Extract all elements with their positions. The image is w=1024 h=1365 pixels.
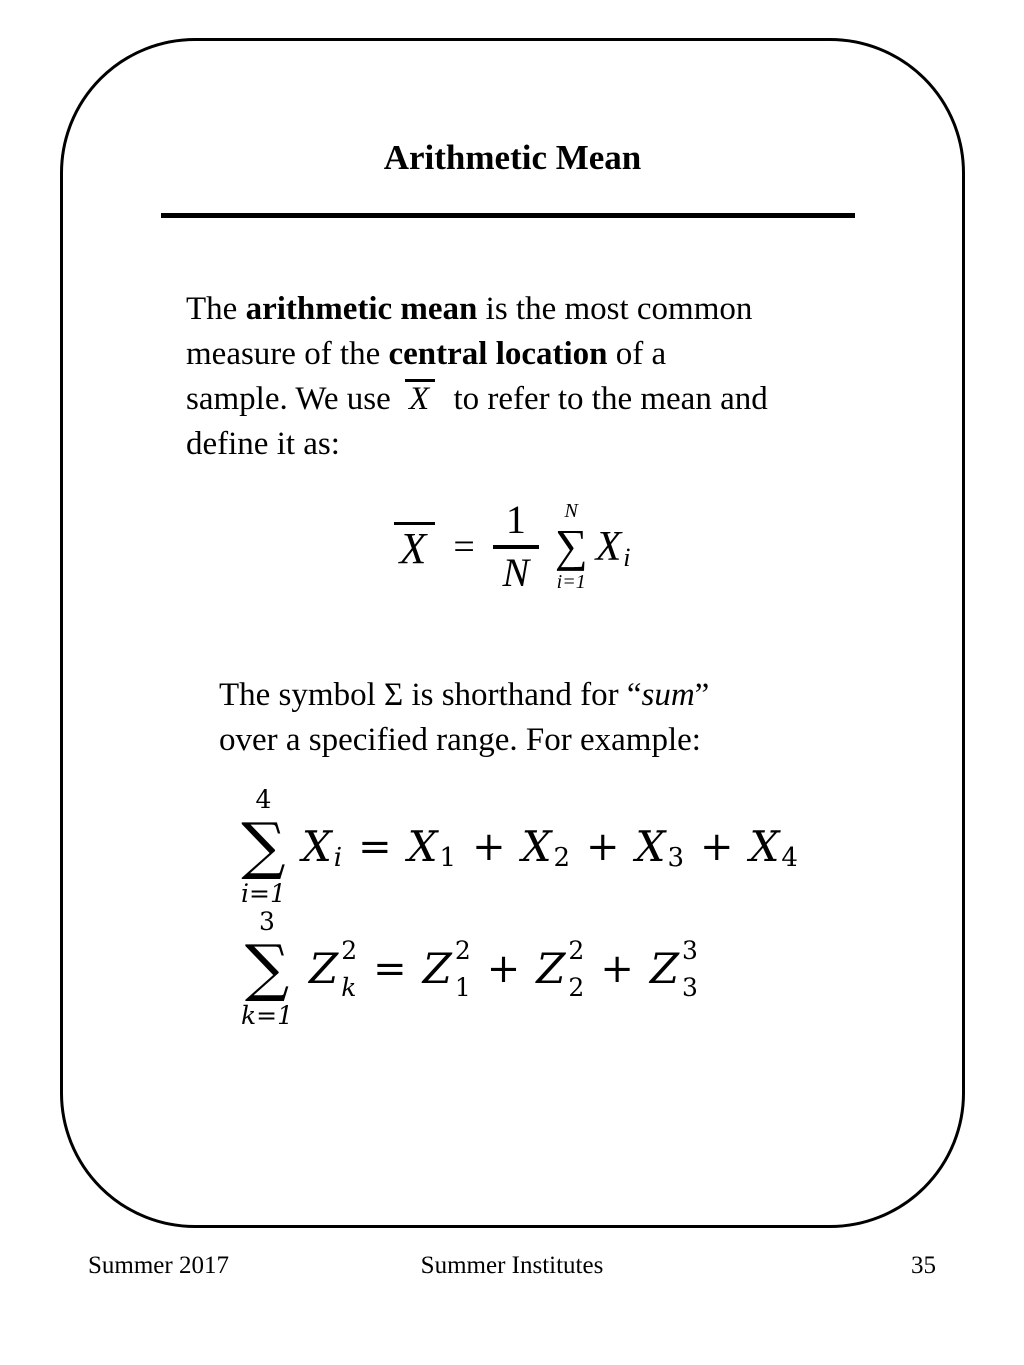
term-base: Z bbox=[422, 943, 452, 993]
fraction-numerator: 1 bbox=[493, 499, 539, 549]
sum-lower-limit: i=1 bbox=[556, 571, 586, 593]
slide-footer bbox=[0, 1252, 1024, 1280]
term-subscript: k bbox=[341, 972, 357, 1002]
term-base: Z bbox=[536, 943, 566, 993]
intro-text: of a bbox=[607, 336, 667, 372]
intro-text: sample. We use bbox=[186, 381, 400, 417]
equals-sign: = bbox=[453, 525, 475, 568]
term-subscript: 1 bbox=[439, 842, 457, 873]
paragraph-line bbox=[219, 673, 859, 718]
sigma-icon: ∑ bbox=[244, 931, 290, 1004]
equals-sign: = bbox=[358, 823, 392, 870]
term-scripts bbox=[568, 935, 585, 1002]
slide-border bbox=[60, 38, 965, 1228]
term-base: X bbox=[635, 821, 666, 871]
plus-sign: + bbox=[486, 945, 521, 992]
term-base: X bbox=[595, 523, 622, 570]
x-bar-symbol: X bbox=[405, 379, 435, 417]
paragraph-line bbox=[186, 377, 886, 422]
plus-sign: + bbox=[700, 823, 734, 870]
term-x-sub-2 bbox=[521, 821, 571, 873]
intro-text: to refer to the mean and bbox=[445, 381, 768, 417]
plus-sign: + bbox=[472, 823, 506, 870]
term-x-sub-1 bbox=[407, 821, 457, 873]
term-superscript: 2 bbox=[341, 935, 358, 965]
bold-central-location: central location bbox=[388, 336, 608, 372]
fraction-denominator: N bbox=[502, 550, 530, 595]
plus-sign: + bbox=[600, 945, 634, 992]
intro-text: measure of the bbox=[186, 336, 389, 372]
summation-operator bbox=[555, 501, 588, 592]
term-base: X bbox=[749, 821, 780, 871]
term-z-sub-k-squared bbox=[309, 935, 358, 1002]
paragraph-line bbox=[186, 287, 886, 332]
term-z-sub-1-squared bbox=[422, 935, 471, 1002]
equals-sign: = bbox=[373, 945, 407, 992]
paragraph-line bbox=[186, 422, 886, 467]
term-z-sub-2-squared bbox=[536, 935, 585, 1002]
example-equation-sum-x bbox=[241, 787, 798, 906]
formula-x-bar: X bbox=[394, 522, 435, 572]
example-equation-sum-z bbox=[241, 909, 698, 1028]
term-base: Z bbox=[649, 943, 680, 993]
term-x-sub-3 bbox=[635, 821, 684, 873]
term-subscript: i bbox=[333, 842, 343, 873]
sum-upper-limit: 4 bbox=[255, 785, 272, 814]
term-base: X bbox=[301, 821, 332, 871]
summation-operator bbox=[241, 909, 293, 1028]
paragraph-line bbox=[186, 332, 886, 377]
sigma-text: over a specified range. For example: bbox=[219, 722, 701, 758]
term-superscript: 2 bbox=[568, 935, 585, 965]
intro-paragraph bbox=[186, 287, 886, 467]
sum-lower-limit: k=1 bbox=[241, 1001, 294, 1030]
sigma-text: The symbol Σ is shorthand for “ bbox=[219, 677, 642, 713]
term-x-sub-4 bbox=[749, 821, 798, 873]
fraction-one-over-n bbox=[493, 499, 539, 594]
term-z-sub-3-cubed bbox=[649, 935, 698, 1002]
term-base: X bbox=[521, 821, 552, 871]
sigma-explanation-paragraph bbox=[219, 673, 859, 763]
term-subscript: 2 bbox=[553, 842, 571, 873]
sigma-icon: ∑ bbox=[241, 809, 286, 882]
term-scripts bbox=[682, 935, 698, 1002]
footer-title: Summer Institutes bbox=[420, 1252, 604, 1279]
summation-operator bbox=[241, 787, 286, 906]
footer-page-number: 35 bbox=[910, 1252, 936, 1279]
sum-upper-limit: 3 bbox=[259, 907, 275, 936]
term-base: Z bbox=[309, 943, 339, 993]
term-x-sub-i bbox=[301, 821, 343, 873]
term-subscript: i bbox=[623, 542, 631, 572]
term-base: X bbox=[407, 821, 438, 871]
term-subscript: 2 bbox=[568, 972, 585, 1002]
intro-text: define it as: bbox=[186, 426, 340, 462]
paragraph-line bbox=[219, 718, 859, 763]
sigma-icon: ∑ bbox=[554, 520, 588, 571]
footer-date: Summer 2017 bbox=[88, 1252, 229, 1279]
plus-sign: + bbox=[586, 823, 620, 870]
mean-formula bbox=[63, 499, 962, 594]
slide-title: Arithmetic Mean bbox=[383, 138, 642, 177]
term-scripts bbox=[341, 935, 358, 1002]
sigma-text: ” bbox=[694, 677, 710, 713]
intro-text: The bbox=[186, 291, 246, 327]
bold-arithmetic-mean: arithmetic mean bbox=[245, 291, 478, 327]
term-scripts bbox=[454, 935, 471, 1002]
term-subscript: 4 bbox=[781, 842, 798, 873]
title-underline bbox=[161, 213, 855, 218]
sum-upper-limit: N bbox=[564, 500, 578, 522]
term-subscript: 1 bbox=[454, 972, 471, 1002]
term-subscript: 3 bbox=[682, 972, 698, 1002]
term-superscript: 2 bbox=[454, 935, 471, 965]
italic-sum: sum bbox=[641, 677, 695, 713]
term-subscript: 3 bbox=[667, 842, 684, 873]
term-superscript: 3 bbox=[682, 935, 698, 965]
term-x-sub-i bbox=[595, 523, 631, 572]
sum-lower-limit: i=1 bbox=[241, 879, 286, 908]
intro-text: is the most common bbox=[477, 291, 753, 327]
